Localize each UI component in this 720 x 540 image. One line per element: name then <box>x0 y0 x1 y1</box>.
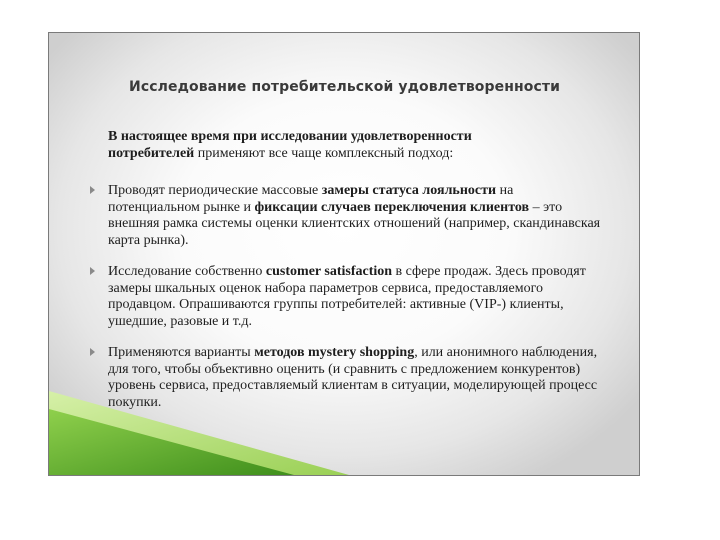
bullet-1-bold-2: фиксации случаев переключения клиентов <box>254 199 530 215</box>
slide <box>48 32 640 476</box>
slide-title: Исследование потребительской удовлетворенности <box>129 79 561 95</box>
bullet-3-text-1: Применяются варианты <box>108 345 255 360</box>
green-corner-decoration <box>49 32 640 475</box>
bullet-1-text-2: на потенциальном рынке и <box>108 183 514 215</box>
bullet-1-bold-1: замеры статуса лояльности <box>321 183 497 198</box>
bullet-2-text-2: в сфере продаж. Здесь проводят замеры шкальных оценок набора параметров сервиса, предоставляемого продавцом. Опрашиваются группы потребителей: активные (VIP-) клиенты, ушедшие, разовые и т.д. <box>108 264 586 329</box>
bullet-3-text-2: , или анонимного наблюдения, для того, чтобы объективно оценить (и сравнить с предложением конкурентов) уровень сервиса, предоставляемый клиентам в ситуации, моделирующей процесс покупки. <box>108 345 598 410</box>
bullet-2-bold-1: customer satisfaction <box>265 264 393 279</box>
bullet-1-text-3: – это внешняя рамка системы оценки клиентских отношений (например, скандинавская карта рынка). <box>108 199 601 248</box>
bullet-2-text-1: Исследование собственно <box>108 264 266 279</box>
intro-bold-text: В настоящее время при исследовании удовлетворенности потребителей <box>108 129 472 161</box>
bullet-1-text-1: Проводят периодические массовые <box>108 183 322 198</box>
bullet-3-bold-1: методов mystery shopping <box>254 345 415 360</box>
intro-text: применяют все чаще комплексный подход: <box>194 145 454 161</box>
